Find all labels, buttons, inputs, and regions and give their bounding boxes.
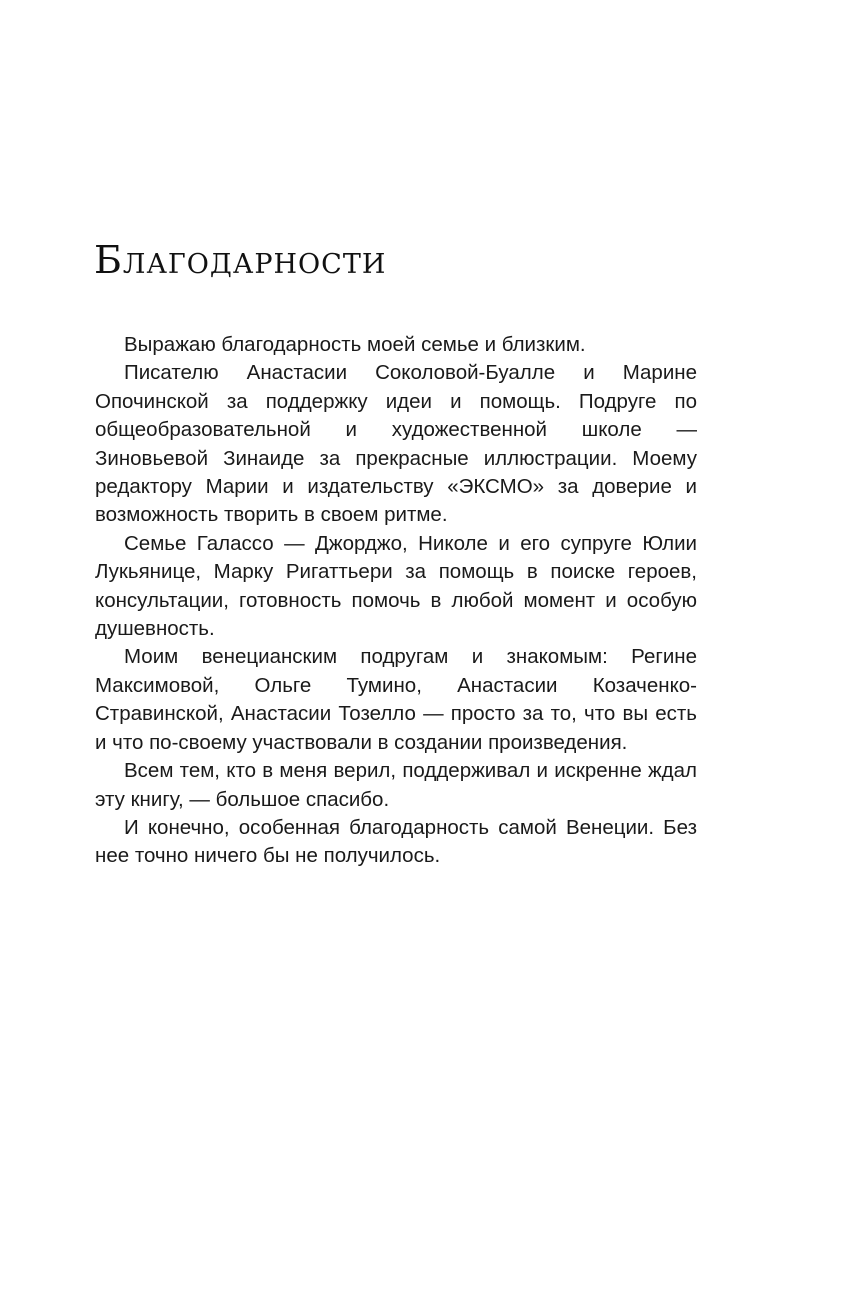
paragraph: Моим венецианским подругам и знакомым: Регине Максимовой, Ольге Тумино, Анастасии Козаченко-Стравинской, Анастасии Тозелло — просто за то, что вы есть и что по-своему участвовали в создании произведения. — [95, 645, 697, 754]
page-title: Благодарности — [94, 238, 387, 282]
paragraph: И конечно, особенная благодарность самой Венеции. Без нее точно ничего бы не получилось. — [95, 815, 697, 868]
paragraph: Семье Галассо — Джорджо, Николе и его супруге Юлии Лукьянице, Марку Ригаттьери за помощь в поиске героев, консультации, готовность помочь в любой момент и особую душевность. — [95, 531, 697, 641]
paragraph: Писателю Анастасии Соколовой-Буалле и Марине Опочинской за поддержку идеи и помощь. Подруге по общеобразовательной и художественной школе — Зиновьевой Зинаиде за прекрасные иллюстрации. Моему редактору Марии и издательству «ЭКСМО» за доверие и возможность творить в своем ритме. — [95, 361, 697, 527]
acknowledgements-text — [95, 331, 697, 871]
paragraph: Всем тем, кто в меня верил, поддерживал и искренне ждал эту книгу, — большое спасибо. — [95, 759, 697, 811]
paragraph: Выражаю благодарность моей семье и близким. — [124, 333, 586, 356]
